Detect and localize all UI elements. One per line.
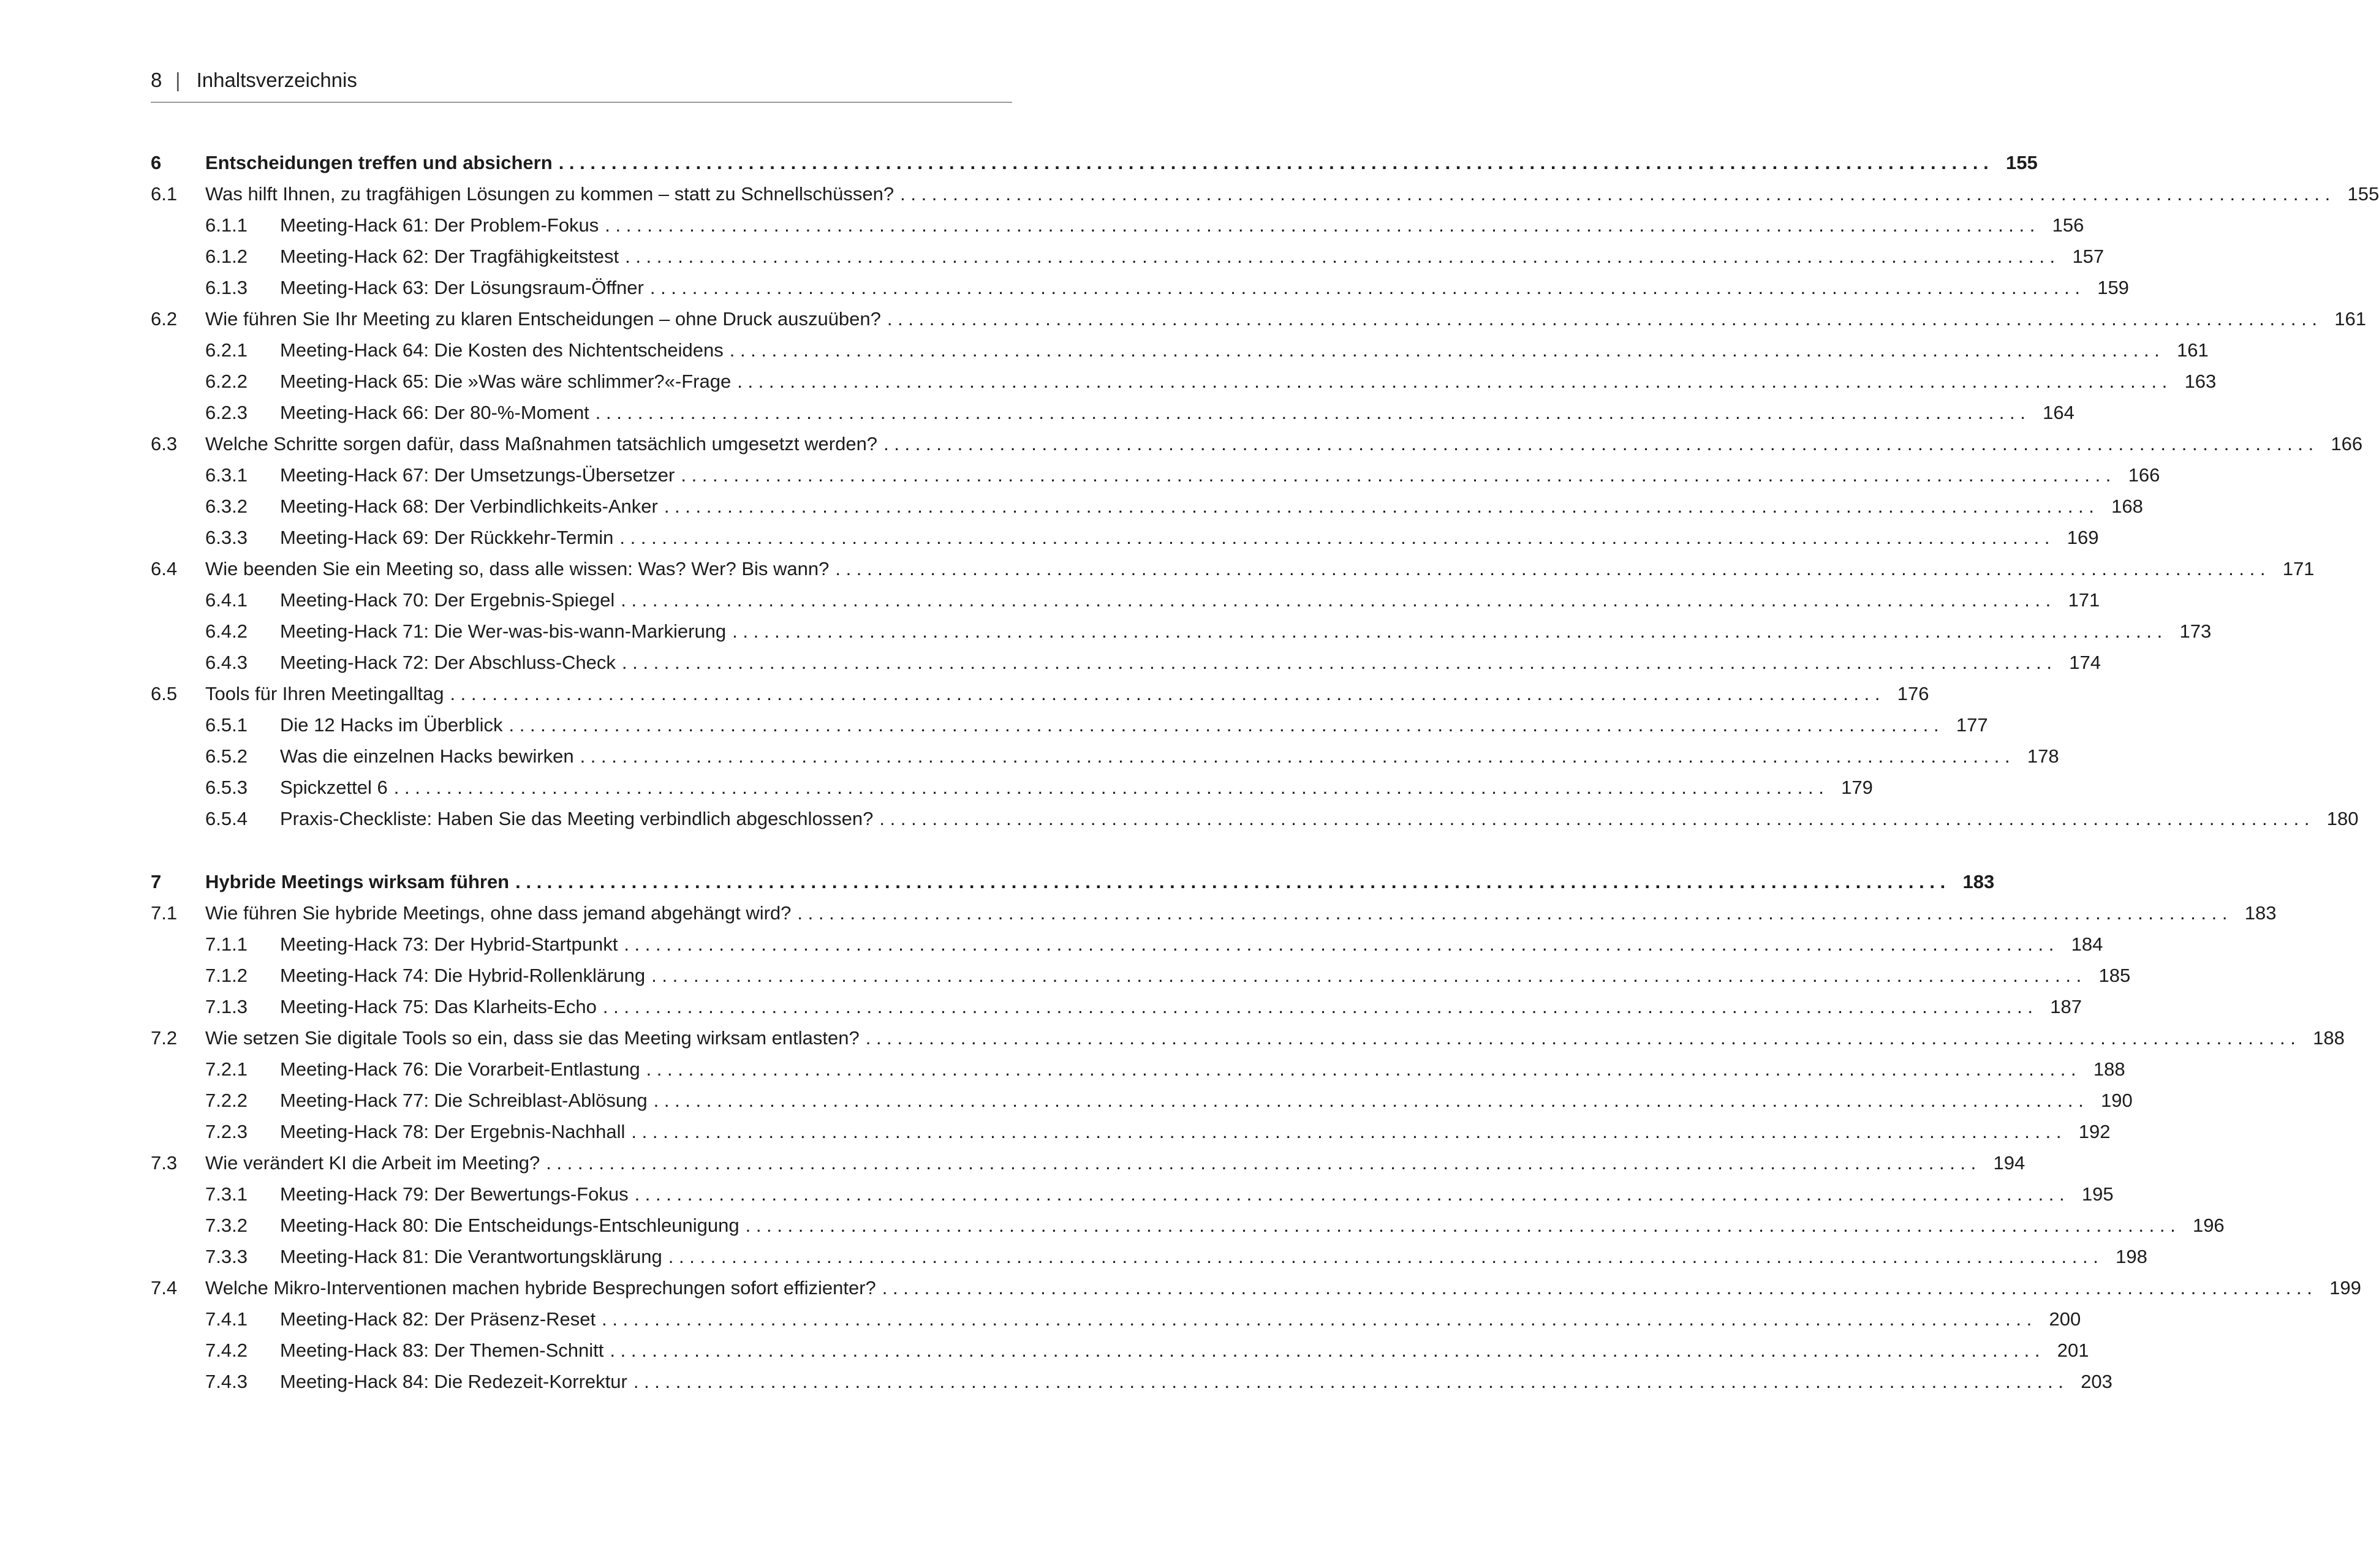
entry-number: 6.3 xyxy=(151,433,178,454)
entry-title: Wie verändert KI die Arbeit im Meeting? xyxy=(205,1152,540,1174)
dot-leader xyxy=(879,803,2309,834)
dot-leader xyxy=(450,678,1880,709)
entry-page: 173 xyxy=(2179,620,2212,642)
entry-title: Meeting-Hack 76: Die Vorarbeit-Entlastung xyxy=(280,1058,640,1080)
entry-page: 188 xyxy=(2093,1058,2125,1080)
toc-section[interactable] xyxy=(151,553,2315,584)
entry-page: 192 xyxy=(2078,1121,2111,1142)
entry-number: 7.1 xyxy=(151,902,178,924)
dot-leader xyxy=(650,272,2080,303)
toc-subsection[interactable] xyxy=(151,491,2143,522)
entry-page: 201 xyxy=(2057,1340,2089,1361)
entry-title: Wie beenden Sie ein Meeting so, dass alle wissen: Was? Wer? Bis wann? xyxy=(205,558,830,579)
entry-number: 6.5 xyxy=(151,683,178,704)
dot-leader xyxy=(651,960,2081,991)
entry-title: Die 12 Hacks im Überblick xyxy=(280,714,503,736)
toc-subsection[interactable] xyxy=(151,647,2101,678)
toc-subsection[interactable] xyxy=(151,1241,2147,1272)
toc-chapter-heading[interactable] xyxy=(151,866,1995,897)
entry-number: 7.1.3 xyxy=(205,996,248,1017)
toc-subsection[interactable] xyxy=(151,241,2105,272)
entry-title: Meeting-Hack 64: Die Kosten des Nichtentscheidens xyxy=(280,339,724,361)
entry-title: Welche Mikro-Interventionen machen hybride Besprechungen sofort effizienter? xyxy=(205,1277,876,1298)
entry-title: Meeting-Hack 83: Der Themen-Schnitt xyxy=(280,1340,604,1361)
entry-number: 7.2.2 xyxy=(205,1090,248,1111)
dot-leader xyxy=(664,491,2094,522)
entry-number: 6.5.3 xyxy=(205,777,248,798)
entry-number: 6.3.1 xyxy=(205,464,248,486)
dot-leader xyxy=(602,1303,2032,1335)
dot-leader xyxy=(883,428,2313,459)
entry-page: 163 xyxy=(2184,371,2217,392)
toc-subsection[interactable] xyxy=(151,272,2129,303)
dot-leader xyxy=(580,741,2010,772)
entry-title: Meeting-Hack 79: Der Bewertungs-Fokus xyxy=(280,1183,629,1205)
dot-leader xyxy=(732,616,2162,647)
entry-number: 7.2.3 xyxy=(205,1121,248,1142)
toc-section[interactable] xyxy=(151,303,2366,334)
toc-subsection[interactable] xyxy=(151,991,2082,1022)
entry-title: Meeting-Hack 72: Der Abschluss-Check xyxy=(280,652,616,673)
entry-number: 6.3.2 xyxy=(205,496,248,517)
entry-title: Hybride Meetings wirksam führen xyxy=(205,871,510,892)
entry-page: 155 xyxy=(2347,183,2379,205)
dot-leader xyxy=(900,178,2330,209)
entry-page: 169 xyxy=(2067,527,2099,548)
dot-leader xyxy=(619,522,2049,553)
entry-title: Meeting-Hack 75: Das Klarheits-Echo xyxy=(280,996,597,1017)
header-separator: | xyxy=(175,69,181,91)
entry-number: 6.5.2 xyxy=(205,745,248,767)
entry-title: Wie setzen Sie digitale Tools so ein, dass sie das Meeting wirksam entlasten? xyxy=(205,1027,860,1049)
entry-number: 7.3.3 xyxy=(205,1246,248,1267)
entry-page: 185 xyxy=(2098,965,2131,986)
entry-number: 6.4 xyxy=(151,558,178,579)
entry-title: Praxis-Checkliste: Haben Sie das Meeting verbindlich abgeschlossen? xyxy=(280,808,874,829)
entry-number: 7.1.2 xyxy=(205,965,248,986)
dot-leader xyxy=(882,1272,2312,1303)
dot-leader xyxy=(603,991,2033,1022)
dot-leader xyxy=(625,241,2055,272)
entry-page: 188 xyxy=(2313,1027,2345,1049)
entry-page: 155 xyxy=(2006,152,2038,173)
toc-chapter-heading[interactable] xyxy=(151,147,2038,178)
dot-leader xyxy=(866,1022,2296,1054)
entry-title: Meeting-Hack 67: Der Umsetzungs-Übersetzer xyxy=(280,464,675,486)
entry-number: 6.1.2 xyxy=(205,246,248,267)
entry-page: 166 xyxy=(2128,464,2160,486)
entry-title: Meeting-Hack 73: Der Hybrid-Startpunkt xyxy=(280,933,618,955)
entry-page: 184 xyxy=(2071,933,2103,955)
entry-number: 6 xyxy=(151,152,162,173)
toc-section[interactable] xyxy=(151,428,2363,459)
entry-page: 157 xyxy=(2072,246,2105,267)
dot-leader xyxy=(746,1210,2176,1241)
entry-page: 199 xyxy=(2329,1277,2361,1298)
dot-leader xyxy=(634,1366,2063,1397)
entry-title: Entscheidungen treffen und absichern xyxy=(205,152,553,173)
entry-title: Meeting-Hack 71: Die Wer-was-bis-wann-Markierung xyxy=(280,620,727,642)
dot-leader xyxy=(681,459,2111,491)
toc-subsection[interactable] xyxy=(151,459,2160,491)
entry-title: Meeting-Hack 78: Der Ergebnis-Nachhall xyxy=(280,1121,626,1142)
entry-title: Meeting-Hack 66: Der 80-%-Moment xyxy=(280,402,589,423)
entry-number: 6.2.1 xyxy=(205,339,248,361)
entry-number: 7.1.1 xyxy=(205,933,248,955)
toc-subsection[interactable] xyxy=(151,772,1873,803)
entry-page: 161 xyxy=(2177,339,2209,361)
toc-section[interactable] xyxy=(151,1147,2025,1178)
toc-subsection[interactable] xyxy=(151,366,2217,397)
toc-section[interactable] xyxy=(151,1272,2361,1303)
entry-number: 7.2.1 xyxy=(205,1058,248,1080)
entry-page: 159 xyxy=(2097,277,2129,298)
running-header xyxy=(151,69,1012,103)
dot-leader xyxy=(668,1241,2098,1272)
entry-page: 195 xyxy=(2081,1183,2114,1205)
toc-subsection[interactable] xyxy=(151,334,2209,366)
entry-title: Wie führen Sie hybride Meetings, ohne dass jemand abgehängt wird? xyxy=(205,902,792,924)
dot-leader xyxy=(605,209,2035,241)
header-title: Inhaltsverzeichnis xyxy=(196,69,357,91)
entry-number: 7.3.1 xyxy=(205,1183,248,1205)
entry-page: 183 xyxy=(2244,902,2277,924)
entry-page: 179 xyxy=(1841,777,1873,798)
entry-number: 6.2 xyxy=(151,308,178,330)
entry-page: 194 xyxy=(1993,1152,2025,1174)
entry-number: 7 xyxy=(151,871,162,892)
toc-subsection[interactable] xyxy=(151,1178,2114,1210)
toc-subsection[interactable] xyxy=(151,709,1988,741)
dot-leader xyxy=(624,929,2054,960)
entry-title: Meeting-Hack 77: Die Schreiblast-Ablösung xyxy=(280,1090,648,1111)
entry-number: 6.5.1 xyxy=(205,714,248,736)
dot-leader xyxy=(596,397,2025,428)
entry-page: 178 xyxy=(2027,745,2059,767)
entry-page: 164 xyxy=(2043,402,2075,423)
toc-subsection[interactable] xyxy=(151,1116,2111,1147)
entry-page: 156 xyxy=(2052,214,2084,236)
entry-title: Tools für Ihren Meetingalltag xyxy=(205,683,444,704)
entry-number: 6.1 xyxy=(151,183,178,205)
entry-number: 6.2.2 xyxy=(205,371,248,392)
entry-number: 6.1.3 xyxy=(205,277,248,298)
entry-number: 7.3.2 xyxy=(205,1215,248,1236)
toc-subsection[interactable] xyxy=(151,397,2075,428)
entry-number: 6.4.1 xyxy=(205,589,248,611)
toc-subsection[interactable] xyxy=(151,960,2131,991)
entry-page: 180 xyxy=(2326,808,2359,829)
table-of-contents xyxy=(151,147,2379,1429)
entry-page: 183 xyxy=(1962,871,1995,892)
dot-leader xyxy=(631,1116,2061,1147)
entry-number: 6.1.1 xyxy=(205,214,248,236)
entry-number: 7.4.3 xyxy=(205,1371,248,1392)
toc-subsection[interactable] xyxy=(151,803,2359,834)
entry-page: 166 xyxy=(2331,433,2363,454)
toc-subsection[interactable] xyxy=(151,616,2212,647)
dot-leader xyxy=(730,334,2160,366)
entry-title: Meeting-Hack 74: Die Hybrid-Rollenklärung xyxy=(280,965,646,986)
toc-subsection[interactable] xyxy=(151,209,2084,241)
dot-leader xyxy=(635,1178,2065,1210)
toc-subsection[interactable] xyxy=(151,1085,2133,1116)
entry-page: 190 xyxy=(2100,1090,2133,1111)
entry-page: 176 xyxy=(1897,683,1929,704)
page-number: 8 xyxy=(151,69,162,91)
dot-leader xyxy=(621,584,2051,616)
dot-leader xyxy=(622,647,2052,678)
dot-leader xyxy=(515,866,1945,897)
entry-title: Meeting-Hack 80: Die Entscheidungs-Entschleunigung xyxy=(280,1215,739,1236)
toc-subsection[interactable] xyxy=(151,1054,2125,1085)
dot-leader xyxy=(610,1335,2040,1366)
entry-title: Meeting-Hack 70: Der Ergebnis-Spiegel xyxy=(280,589,615,611)
entry-title: Meeting-Hack 65: Die »Was wäre schlimmer?«-Frage xyxy=(280,371,732,392)
entry-page: 161 xyxy=(2334,308,2366,330)
toc-section[interactable] xyxy=(151,178,2379,209)
entry-page: 177 xyxy=(1956,714,1988,736)
dot-leader xyxy=(887,303,2317,334)
dot-leader xyxy=(797,897,2227,929)
entry-page: 171 xyxy=(2068,589,2100,611)
entry-title: Was die einzelnen Hacks bewirken xyxy=(280,745,574,767)
entry-number: 7.3 xyxy=(151,1152,178,1174)
toc-subsection[interactable] xyxy=(151,584,2100,616)
entry-number: 6.5.4 xyxy=(205,808,248,829)
entry-number: 7.2 xyxy=(151,1027,178,1049)
toc-subsection[interactable] xyxy=(151,1303,2081,1335)
entry-title: Meeting-Hack 82: Der Präsenz-Reset xyxy=(280,1308,596,1330)
entry-page: 168 xyxy=(2111,496,2143,517)
entry-page: 198 xyxy=(2116,1246,2147,1267)
toc-subsection[interactable] xyxy=(151,741,2059,772)
toc-section[interactable] xyxy=(151,678,1929,709)
entry-page: 187 xyxy=(2050,996,2082,1017)
entry-title: Welche Schritte sorgen dafür, dass Maßnahmen tatsächlich umgesetzt werden? xyxy=(205,433,878,454)
entry-number: 6.4.2 xyxy=(205,620,248,642)
entry-title: Meeting-Hack 62: Der Tragfähigkeitstest xyxy=(280,246,619,267)
entry-title: Meeting-Hack 61: Der Problem-Fokus xyxy=(280,214,599,236)
entry-page: 174 xyxy=(2069,652,2101,673)
toc-subsection[interactable] xyxy=(151,1335,2089,1366)
entry-number: 6.2.3 xyxy=(205,402,248,423)
entry-title: Wie führen Sie Ihr Meeting zu klaren Entscheidungen – ohne Druck auszuüben? xyxy=(205,308,881,330)
entry-title: Was hilft Ihnen, zu tragfähigen Lösungen zu kommen – statt zu Schnellschüssen? xyxy=(205,183,894,205)
dot-leader xyxy=(654,1085,2084,1116)
toc-chapter xyxy=(151,866,2361,1397)
entry-page: 171 xyxy=(2282,558,2315,579)
dot-leader xyxy=(559,147,1989,178)
dot-leader xyxy=(835,553,2265,584)
entry-title: Meeting-Hack 63: Der Lösungsraum-Öffner xyxy=(280,277,644,298)
entry-number: 6.4.3 xyxy=(205,652,248,673)
toc-section[interactable] xyxy=(151,1022,2345,1054)
dot-leader xyxy=(737,366,2167,397)
toc-subsection[interactable] xyxy=(151,522,2099,553)
toc-subsection[interactable] xyxy=(151,1210,2225,1241)
entry-number: 7.4 xyxy=(151,1277,178,1298)
entry-page: 203 xyxy=(2081,1371,2112,1392)
entry-title: Meeting-Hack 69: Der Rückkehr-Termin xyxy=(280,527,614,548)
toc-subsection[interactable] xyxy=(151,929,2103,960)
entry-page: 200 xyxy=(2049,1308,2081,1330)
dot-leader xyxy=(646,1054,2076,1085)
toc-chapter xyxy=(151,147,2379,834)
entry-page: 196 xyxy=(2192,1215,2225,1236)
entry-title: Meeting-Hack 81: Die Verantwortungsklärung xyxy=(280,1246,662,1267)
entry-number: 7.4.1 xyxy=(205,1308,248,1330)
entry-number: 6.3.3 xyxy=(205,527,248,548)
entry-title: Spickzettel 6 xyxy=(280,777,388,798)
dot-leader xyxy=(394,772,1824,803)
entry-title: Meeting-Hack 84: Die Redezeit-Korrektur xyxy=(280,1371,627,1392)
dot-leader xyxy=(546,1147,1976,1178)
toc-subsection[interactable] xyxy=(151,1366,2112,1397)
entry-title: Meeting-Hack 68: Der Verbindlichkeits-Anker xyxy=(280,496,658,517)
toc-section[interactable] xyxy=(151,897,2277,929)
entry-number: 7.4.2 xyxy=(205,1340,248,1361)
dot-leader xyxy=(509,709,1939,741)
